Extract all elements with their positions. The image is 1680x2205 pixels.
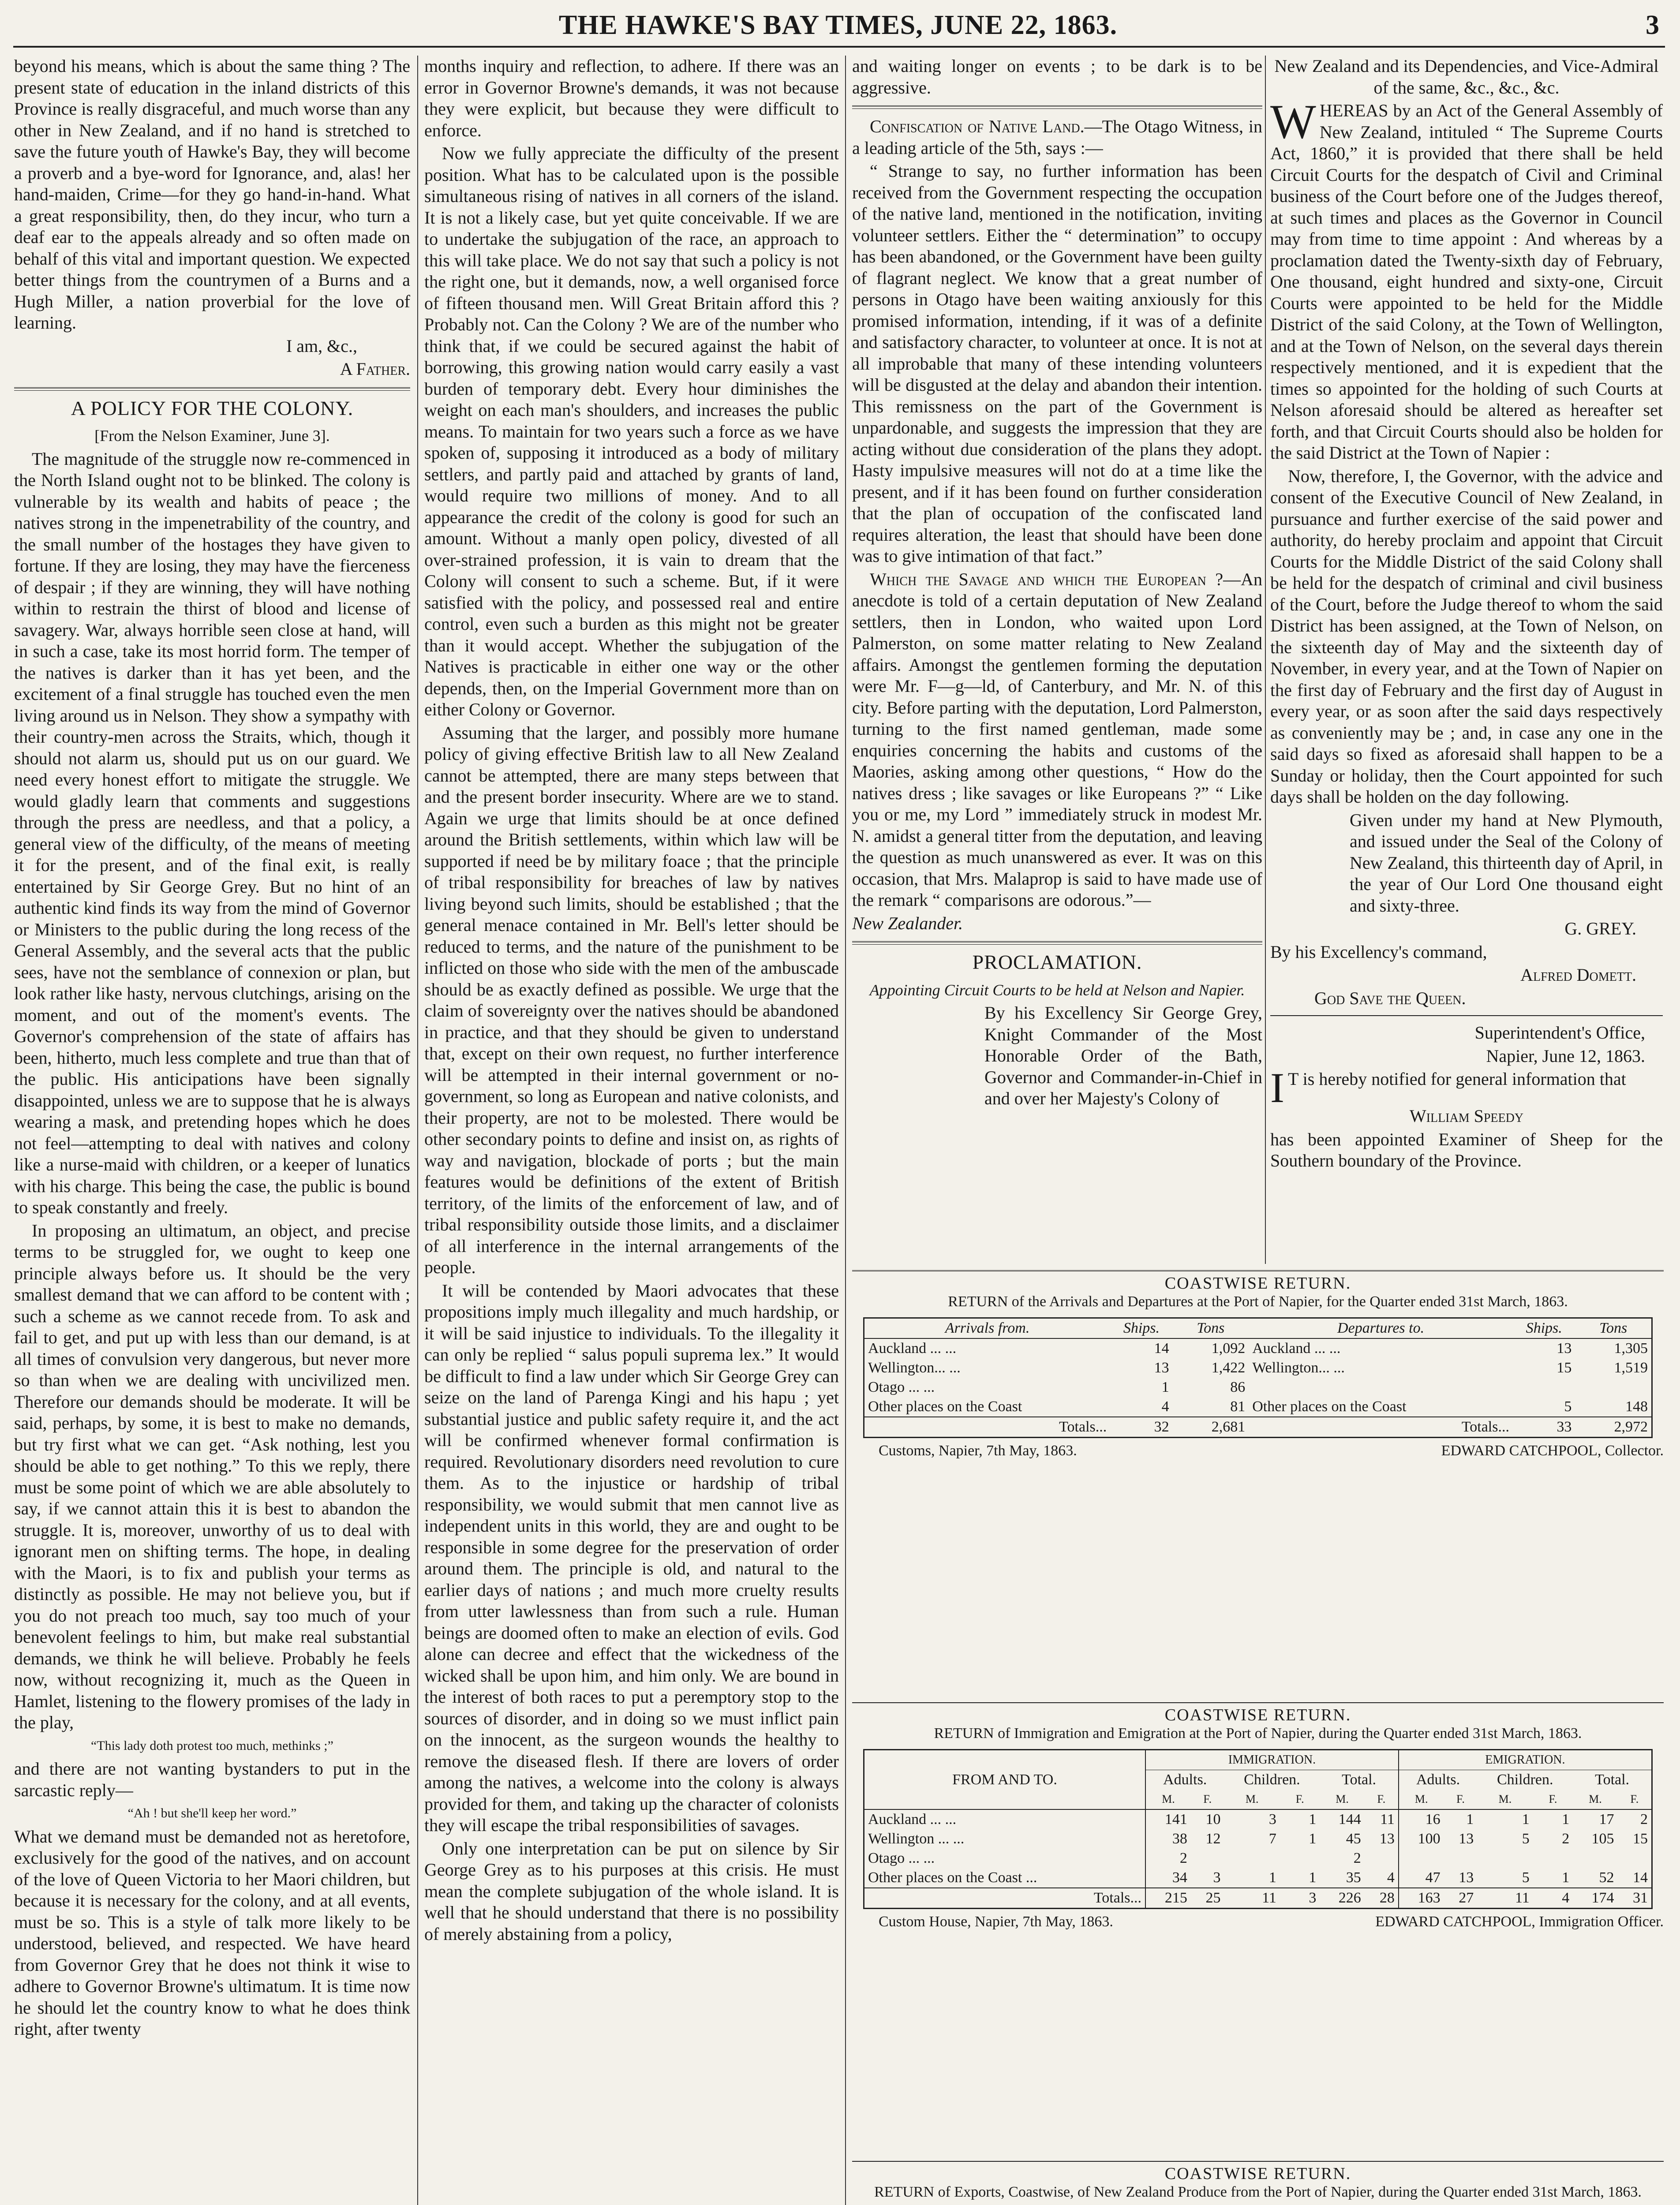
notice-name: William Speedy	[1409, 1106, 1524, 1126]
table-cell: 28	[1365, 1888, 1399, 1909]
article-paragraph: Only one interpretation can be put on silence by Sir George Grey as to his purposes at this crisis. He must mean the complete subjugation of the whole island. It is well that he should understand that there is no possibility of merely abstaining from a policy,	[424, 1838, 839, 1944]
table-cell: 2	[1640, 1811, 1648, 1828]
table-cell: 86	[1230, 1379, 1246, 1395]
column-divider	[845, 56, 846, 2205]
table-row	[864, 1868, 1652, 1888]
proclamation-preamble-cont: New Zealand and its Dependencies, and Vice-Admiral of the same, &c., &c., &c.	[1274, 56, 1659, 97]
return-footer	[852, 1913, 1664, 1931]
table-cell: 1	[1268, 1869, 1276, 1886]
table-cell: Wellington... ...	[868, 1360, 961, 1376]
column-header: Tons	[1173, 1318, 1249, 1339]
return-subtitle: RETURN of Immigration and Emigration at the Port of Napier, during the Quarter ended 31st March, 1863.	[934, 1725, 1582, 1742]
table-cell: Wellington... ...	[1252, 1360, 1345, 1376]
table-cell: 15	[1557, 1360, 1572, 1376]
column-header: Adults.	[1416, 1771, 1460, 1788]
section-rule	[852, 1702, 1664, 1703]
return-signature: EDWARD CATCHPOOL, Collector.	[1441, 1443, 1664, 1459]
proclamation-subtitle: Appointing Circuit Courts to be held at Nelson and Napier.	[869, 981, 1245, 999]
drop-cap: W	[1270, 95, 1316, 149]
section-rule	[852, 105, 1262, 109]
table-cell: Wellington ... ...	[864, 1829, 1146, 1849]
table-cell: 32	[1154, 1419, 1169, 1435]
table-header-row	[864, 1750, 1652, 1770]
column-header: Children.	[1497, 1771, 1553, 1788]
news-item-intro: —The Otago Witness, in a leading article of the 5th, says :—	[852, 116, 1262, 158]
table-cell: 2,681	[1211, 1419, 1246, 1435]
article-quote: “Ah ! but she'll keep her word.”	[127, 1806, 297, 1820]
table-cell	[1573, 1849, 1617, 1868]
table-total-row	[864, 1888, 1652, 1909]
section-rule	[1270, 1015, 1663, 1016]
proclamation-command: By his Excellency's command,	[1270, 942, 1487, 962]
table-cell: 100	[1418, 1831, 1441, 1847]
return-place-date: Customs, Napier, 7th May, 1863.	[879, 1443, 1077, 1459]
table-cell: 14	[1633, 1869, 1648, 1886]
table-cell	[1249, 1378, 1513, 1397]
column-4	[1270, 56, 1663, 1264]
table-cell	[1618, 1849, 1652, 1868]
section-rule	[852, 941, 1262, 945]
article-paragraph: It will be contended by Maori advocates that these propositions imply much illegality and much hardship, or it will be said injustice to individuals. To the illegality it can only be replied “ salus populi suprema lex.” It would be difficult to find a law under which Sir George Grey can seize on the land of Parenga Kingi and his hapu ; yet substantial justice and public safety require it, and the act will be confirmed whenever formal confirmation is required. Revolutionary disorders need revolution to cure them. As to the injustice or hardship of tribal responsibility, we would submit that men cannot live as independent units in this world, they are and ought to be responsible in some degree for the preservation of order around them. The principle is old, and natural to the earlier days of nations ; and much more cruelty results from utter lawlessness than from such a rule. Human beings are doomed often to make an election of evils. God alone can decree and effect that the wickedness of the wicked shall be upon him, and him only. We are bound in the interest of both races to put a peremptory stop to the sources of disorder, and in doing so we must inflict pain on the innocent, as the surgeon wounds the healthy to remove the diseased flesh. If there are lovers of order among the natives, a welcome into the colony is always provided for them, and taking up the character of colonists they will escape the tribal responsibilities of savages.	[424, 1280, 839, 1835]
column-header: Children.	[1244, 1771, 1300, 1788]
table-cell: 4	[1365, 1868, 1399, 1888]
return-place-date: Custom House, Napier, 7th May, 1863.	[879, 1913, 1113, 1930]
news-item-body: —An anecdote is told of a certain deputation of New Zealand settlers, then in London, who waited upon Lord Palmerston, on some matter relating to New Zealand affairs. Amongst the gentlemen forming the deputation were Mr. F—g—ld, of Canterbury, and Mr. N. of this city. Before parting with the deputation, Lord Palmerston, turning to the first named gentleman, made some enquiries concerning the habits and customs of the Maories, asking among other questions, “ How do the natives dress ; like savages or like Europeans ?” “ Like you or me, my Lord ” immediately struck in modest Mr. N. amidst a general titter from the deputation, and leaving the question as much unanswered as ever. It was on this occasion, that Mrs. Malaprop is said to have made use of the remark “ comparisons are odorous.”—	[852, 569, 1262, 910]
return-footer	[852, 1442, 1664, 1460]
table-cell: Other places on the Coast ...	[864, 1868, 1146, 1888]
column-header: FROM AND TO.	[864, 1750, 1146, 1810]
return-title: COASTWISE RETURN.	[1164, 1706, 1351, 1724]
return-title: COASTWISE RETURN.	[1164, 2164, 1351, 2183]
table-cell	[1533, 1849, 1573, 1868]
column-header: Total.	[1320, 1770, 1398, 1790]
coastwise-return-immigration	[852, 1702, 1664, 1931]
table-row	[864, 1338, 1652, 1358]
table-row	[864, 1849, 1652, 1868]
arrivals-table	[863, 1317, 1653, 1438]
table-cell	[1191, 1849, 1224, 1868]
article-source: [From the Nelson Examiner, June 3].	[94, 427, 330, 445]
news-item-heading: Which the Savage and which the European ?	[870, 569, 1224, 589]
proclamation-given: Given under my hand at New Plymouth, and issued under the Seal of the Colony of New Zealand, this thirteenth day of April, in the year of Our Lord One thousand eight and sixty-three.	[1350, 810, 1663, 916]
table-cell: 14	[1154, 1340, 1169, 1357]
return-title: COASTWISE RETURN.	[1164, 1274, 1351, 1293]
mf-header: F.	[1456, 1793, 1465, 1805]
mf-header: F.	[1203, 1793, 1212, 1805]
table-cell: 3	[1268, 1811, 1276, 1828]
proclamation-heading: PROCLAMATION.	[972, 951, 1142, 973]
table-cell: 47	[1425, 1869, 1441, 1886]
mf-header: M.	[1589, 1793, 1602, 1805]
news-item-body: “ Strange to say, no further information has been received from the Government respecting the occupation of the native land, mentioned in the notification, inviting volunteer settlers. Either the “ determination” to occupy has been abandoned, or the Government have been guilty of flagrant neglect. We know that a great number of persons in Otago have been waiting anxiously for this promised information, intending, if it was of a definite and satisfactory character, to volunteer at once. It is not at all improbable that many of these intending volunteers will be disgusted at the delay and abandon their intention. This remissness on the part of the Government is unpardonable, and suggests the impression that they are acting without due consideration of the plans they adopt. Hasty impulsive measures will not do at a time like the present, and if it has been found on further consideration that the plan of occupation of the confiscated land requires alteration, the least that should have been done was to give intimation of that fact.”	[852, 161, 1262, 566]
table-cell: Totals...	[1059, 1419, 1107, 1435]
proclamation-signature: G. GREY.	[1564, 919, 1636, 938]
table-cell: 31	[1633, 1890, 1648, 1906]
table-cell	[1575, 1378, 1652, 1397]
table-cell: 1,519	[1614, 1360, 1648, 1376]
table-row	[864, 1829, 1652, 1849]
column-3	[852, 56, 1262, 1264]
article-paragraph: Now we fully appreciate the difficulty of the present position. What has to be calculated upon is the possible simultaneous rising of natives in all corners of the island. It is not a likely case, but yet quite conceivable. If we are to undertake the subjugation of the race, an approach to this will take place. We do not say that such a policy is not the right one, but it demands, now, a well organised force of fifteen thousand men. Will Great Britain afford this ? Probably not. Can the Colony ? We are of the number who think that, if we could be secured against the habit of borrowing, this growing nation would carry easily a vast burden of temporary debt. Every hour diminishes the weight on each man's shoulders, and increases the public means. To maintain for two years such a force as we have spoken of, supposing it introduced as a body of military settlers, and partly paid and attached by grants of land, would require two millions of money. And to all appearance the credit of the colony is good for such an amount. Without a manly open policy, divested of all over-strained profession, it is vain to dream that the Colony will consent to such a scheme. But, if it were satisfied with the policy, and possessed real and entire control, even such a burden as this might not be greater than it would accept. Whether the subjugation of the Natives is practicable in either one way or the other depends, then, on the Imperial Government more than on either Colony or Governor.	[424, 143, 839, 719]
page-number: 3	[1646, 10, 1659, 40]
table-cell: 1	[1562, 1869, 1570, 1886]
proclamation-text: Now, therefore, I, the Governor, with the advice and consent of the Executive Council of New Zealand, in pursuance and further exercise of the said power and authority, do hereby proclaim and appoint that Circuit Courts for the Middle District of the said Colony shall be held for the despatch of criminal and civil business of the Court, before the Judge thereof to whom the said District has been assigned, at the Town of Nelson, on the sixteenth day of May and the sixteenth day of November, in every year, and at the Town of Napier on the first day of February and the first day of August in every year, or as soon after the said days respectively as conveniently may be ; and, in case any one in the said days so fixed as aforesaid shall happen to be a Sunday or holiday, then the Court appointed for such days shall be holden on the day following.	[1270, 466, 1663, 807]
table-cell: 13	[1154, 1360, 1169, 1376]
drop-cap: I	[1270, 1064, 1284, 1111]
table-cell: 11	[1365, 1809, 1399, 1829]
column-header: Adults.	[1163, 1771, 1207, 1788]
table-cell: Auckland ... ...	[1252, 1340, 1341, 1357]
table-row	[864, 1809, 1652, 1829]
proclamation-preamble: By his Excellency Sir George Grey, Knight Commander of the Most Honorable Order of the Bath, Governor and Commander-in-Chief in and over her Majesty's Colony of	[984, 1003, 1262, 1108]
table-cell: 1,422	[1211, 1360, 1246, 1376]
column-header: Total.	[1595, 1771, 1630, 1788]
table-row	[864, 1378, 1652, 1397]
table-cell: 1,305	[1614, 1340, 1648, 1357]
article-paragraph: and waiting longer on events ; to be dark is to be aggressive.	[852, 56, 1262, 97]
immigration-table	[863, 1749, 1653, 1909]
letter-signoff: I am, &c.,	[286, 336, 357, 356]
table-cell: 2,972	[1614, 1419, 1648, 1435]
table-cell: 148	[1625, 1398, 1648, 1415]
table-cell: Auckland ... ...	[864, 1809, 1146, 1829]
mf-header: M.	[1414, 1793, 1428, 1805]
table-cell: 27	[1459, 1890, 1474, 1906]
table-cell: 7	[1268, 1831, 1276, 1847]
table-cell: 10	[1205, 1811, 1221, 1828]
table-cell: Other places on the Coast	[1252, 1398, 1407, 1415]
return-subtitle: RETURN of the Arrivals and Departures at the Port of Napier, for the Quarter ended 31st March, 1863.	[948, 1293, 1568, 1310]
mf-header: M.	[1498, 1793, 1512, 1805]
return-subtitle: RETURN of Exports, Coastwise, of New Zealand Produce from the Port of Napier, during the Quarter ended 31st March, 1863.	[874, 2184, 1642, 2200]
table-cell: 11	[1515, 1890, 1530, 1906]
table-cell: 3	[1309, 1890, 1317, 1906]
table-cell: 2	[1562, 1831, 1570, 1847]
coastwise-return-arrivals	[852, 1270, 1664, 1460]
masthead-title: THE HAWKE'S BAY TIMES, JUNE 22, 1863.	[558, 10, 1118, 40]
table-cell: 17	[1599, 1811, 1614, 1828]
table-cell: 1	[1522, 1811, 1530, 1828]
table-cell: 11	[1262, 1890, 1276, 1906]
table-cell	[1399, 1849, 1444, 1868]
table-cell: 13	[1459, 1869, 1474, 1886]
table-cell: 1	[1309, 1831, 1317, 1847]
table-row	[864, 1358, 1652, 1378]
coastwise-return-exports	[852, 2161, 1664, 2205]
table-cell: 15	[1633, 1831, 1648, 1847]
table-cell	[1224, 1849, 1280, 1868]
table-cell: Totals...	[1461, 1419, 1509, 1435]
proclamation-countersign: Alfred Domett.	[1520, 965, 1636, 985]
table-cell: 1	[1466, 1811, 1474, 1828]
table-cell: Other places on the Coast	[868, 1398, 1022, 1415]
column-divider	[417, 56, 418, 2205]
table-cell: Otago ... ...	[868, 1379, 935, 1395]
table-cell: 1	[1562, 1811, 1570, 1828]
article-quote: “This lady doth protest too much, methinks ;”	[91, 1738, 333, 1753]
table-cell: 33	[1557, 1419, 1572, 1435]
table-cell: 1,092	[1211, 1340, 1246, 1357]
article-paragraph: In proposing an ultimatum, an object, and precise terms to be struggled for, we ought to keep one principle always before us. It should be the very smallest demand that we can afford to be content with ; such a scheme as we cannot recede from. To ask and fail to get, and put up with less than our demand, is at all times of convulsion very dangerous, but never more so than when we are dealing with uncivilized men. Therefore our demands should be moderate. It will be said, perhaps, by some, it is best to make no demands, but try first what we can get. “Ask nothing, lest you should be able to get nothing.” To this we reply, there must be some point of which we are able absolutely to say, if we cannot attain this it is best to abandon the struggle. It is, moreover, unworthy of us to deal with ignorant men on shifting terms. The hope, in dealing with the Maori, is to fix and publish your terms as distinctly as possible. He may not believe you, but if you do not preach too much, say too much of your benevolent feelings to him, but make real substantial demands, we think he will believe. Probably he feels now, without recognizing it, much as the Queen in Hamlet, listening to the flowery promises of the lady in the play,	[14, 1220, 410, 1732]
mf-header: F.	[1549, 1793, 1557, 1805]
mf-header: F.	[1365, 1790, 1399, 1809]
table-cell: 4	[1562, 1890, 1570, 1906]
table-cell: 1	[1309, 1811, 1317, 1828]
masthead-rule	[13, 46, 1665, 48]
table-cell: Totals...	[864, 1888, 1146, 1909]
table-cell: 2	[1353, 1850, 1361, 1866]
mf-header: M.	[1336, 1793, 1349, 1805]
table-cell: 3	[1213, 1869, 1221, 1886]
article-paragraph: Assuming that the larger, and possibly more humane policy of giving effective British law to all New Zealand cannot be attempted, there are many steps between that and the present border insecurity. Where are we to stand. Again we urge that limits should be at once defined around the British settlements, within which law will be supported if need be by military foace ; that the principle of tribal responsibility for breaches of law by natives living beyond such limits, should be established ; that the general menace contained in Mr. Bell's letter should be reduced to terms, and the nature of the punishment to be inflicted on those who side with the men of the ambuscade should be as exactly defined as possible. We urge that the claim of sovereignty over the natives should be abandoned in practice, and that they should be given to understand that, except on their own request, no further interference will be attempted in their internal government or no-government, so long as European and native colonists, and their property, are not to be molested. There would be other secondary points to define and insist on, as rights of way and navigation, blockade of ports ; but the main features would be definitions of the extent of British territory, of the limits of the enforcement of law, and of tribal responsibility outside those limits, and a disclaimer of all interference in the internal arrangements of the people.	[424, 722, 839, 1277]
table-cell: Otago ... ...	[864, 1849, 1146, 1868]
table-cell	[1513, 1378, 1575, 1397]
table-cell: 81	[1230, 1398, 1246, 1415]
column-1	[14, 56, 410, 2205]
table-header-row	[864, 1318, 1652, 1339]
letter-signature: A Father.	[340, 359, 410, 379]
mf-header: M.	[1245, 1793, 1259, 1805]
table-cell	[1444, 1849, 1478, 1868]
table-cell: 25	[1205, 1890, 1221, 1906]
table-cell: Auckland ... ...	[868, 1340, 957, 1357]
article-heading: A POLICY FOR THE COLONY.	[71, 396, 354, 419]
article-paragraph: What we demand must be demanded not as heretofore, exclusively for the good of the natives, and on account of the love of Queen Victoria to her Maori children, but because it is necessary for the colony, and at all events, must be so. This is a style of talk more likely to be understood, believed, and respected. We have heard from Governor Grey that he does not think it wise to adhere to Governor Browne's ultimatum. It is time now he should let the country know to what he does think right, after twenty	[14, 1826, 410, 2039]
table-cell: 13	[1365, 1829, 1399, 1849]
table-cell: 34	[1172, 1869, 1187, 1886]
notice-date: Napier, June 12, 1863.	[1486, 1046, 1645, 1066]
table-cell: 45	[1346, 1831, 1361, 1847]
table-cell: 13	[1557, 1340, 1572, 1357]
god-save-the-queen: God Save the Queen.	[1314, 988, 1466, 1008]
column-header: Ships.	[1513, 1318, 1575, 1339]
column-2	[424, 56, 839, 2205]
table-cell: 1	[1161, 1379, 1169, 1395]
proclamation-whereas	[1270, 95, 1663, 464]
table-cell: 16	[1425, 1811, 1441, 1828]
article-paragraph: The magnitude of the struggle now re-commenced in the North Island ought not to be blinked. The colony is vulnerable by its wealth and habits of peace ; the natives strong in the impenetrability of the country, and the small number of the hostages they have given to fortune. If they are losing, they may have the fierceness of despair ; if they are winning, they will have nothing within to restrain the thirst of blood and license of savagery. War, always horrible seen close at hand, will in such a case, take its most horrid form. The temper of the natives is darker than it has yet been, and the excitement of a final struggle has touched even the men living around us in Nelson. They show a sympathy with their country-men across the Straits, which, though it should not alarm us, should put us on our guard. We need every honest effort to mitigate the struggle. We would gladly learn that comments and suggestions through the press are needless, and that a policy, a general view of the difficulty, of the means of meeting it for the present, and of the final exit, is really entertained by Sir George Grey. But no hint of an authentic kind finds its way from the mind of Governor or Ministers to the public during the long recess of the General Assembly, and the several acts that the public sees, have not the semblance of connexion or plan, but look rather like hasty, nervous clutchings, arising on the moment, and out of the moment's events. The Governor's comprehension of the state of affairs has been, hitherto, much less complete and true than that of the public. His anticipations have been signally disappointed, unless we are to suppose that he is always wearing a mask, and pretending hopes which he does not feel—attempting to deal with natives and colony like a nurse-maid with children, or a keeper of lunatics with his charge. This being the case, the public is bound to speak constantly and freely.	[14, 448, 410, 1217]
column-divider	[1265, 56, 1266, 1264]
notice-intro: T is hereby notified for general information that	[1287, 1069, 1626, 1089]
notice-appointment: has been appointed Examiner of Sheep for the Southern boundary of the Province.	[1270, 1129, 1663, 1170]
article-paragraph: months inquiry and reflection, to adhere. If there was an error in Governor Browne's demands, it was not because they were explicit, but because they were difficult to enforce.	[424, 56, 839, 140]
table-total-row	[864, 1417, 1652, 1438]
letter-text: beyond his means, which is about the same thing ? The present state of education in the inland districts of this Province is really disgraceful, and much worse than any other in New Zealand, and if no hand is stretched to save the future youth of Hawke's Bay, they will become a proverb and a bye-word for Ignorance, and, alas! her hand-maiden, Crime—for they go hand-in-hand. What a great responsibility, then, do they incur, who turn a deaf ear to the appeals already and so often made on behalf of this vital and important question. We expected better things from the countrymen of a Burns and a Hugh Miller, a nation proverbial for the love of learning.	[14, 56, 410, 333]
column-header: Arrivals from.	[864, 1318, 1111, 1339]
table-cell: 141	[1164, 1811, 1187, 1828]
table-cell: 105	[1591, 1831, 1614, 1847]
group-header: IMMIGRATION.	[1145, 1750, 1399, 1770]
table-cell: 163	[1418, 1890, 1441, 1906]
table-cell: 174	[1591, 1890, 1614, 1906]
mf-header: M.	[1162, 1793, 1175, 1805]
table-cell: 52	[1599, 1869, 1614, 1886]
section-rule	[14, 387, 410, 391]
notice-text	[1270, 1064, 1663, 1111]
column-header: Departures to.	[1249, 1318, 1513, 1339]
section-rule	[852, 1270, 1664, 1271]
table-cell	[1477, 1849, 1533, 1868]
table-cell: 38	[1172, 1831, 1187, 1847]
table-cell: 12	[1205, 1831, 1221, 1847]
news-item	[852, 116, 1262, 159]
table-cell: 1	[1309, 1869, 1317, 1886]
news-item-heading: Confiscation of Native Land.	[870, 116, 1085, 136]
proclamation-text: HEREAS by an Act of the General Assembly of New Zealand, intituled “ The Supreme Courts Act, 1860,” it is provided that there shall be held Circuit Courts for the despatch of Civil and Criminal business of the Court before one of the Judges thereof, at such times and places as the Governor in Council may from time to time appoint : And whereas by a proclamation dated the Twenty-sixth day of February, One thousand, eight hundred and sixty-one, Circuit Courts were appointed to be held for the Middle District of the said Colony, at the Town of Wellington, and at the Town of Nelson, on the several days therein respectively mentioned, and it is expedient that the times so appointed for the holding of such Courts at Nelson aforesaid should be altered as hereafter set forth, and that Circuit Courts should also be holden for the said District at the Town of Napier :	[1270, 101, 1663, 463]
table-cell: 2	[1179, 1850, 1187, 1866]
masthead	[13, 10, 1663, 45]
table-cell: 4	[1161, 1398, 1169, 1415]
table-row	[864, 1397, 1652, 1417]
table-cell	[1280, 1849, 1320, 1868]
table-cell: 5	[1522, 1831, 1530, 1847]
article-paragraph: and there are not wanting bystanders to put in the sarcastic reply—	[14, 1759, 410, 1800]
table-cell: 35	[1346, 1869, 1361, 1886]
group-header: EMIGRATION.	[1399, 1750, 1652, 1770]
column-header: Ships.	[1110, 1318, 1172, 1339]
table-cell	[1365, 1849, 1399, 1868]
mf-header: F.	[1295, 1793, 1304, 1805]
notice-office: Superintendent's Office,	[1474, 1023, 1645, 1043]
table-cell: 5	[1564, 1398, 1572, 1415]
table-cell: 226	[1338, 1890, 1361, 1906]
news-item-source: New Zealander.	[852, 913, 963, 933]
news-item	[852, 569, 1262, 911]
table-cell: 5	[1522, 1869, 1530, 1886]
table-cell: 144	[1338, 1811, 1361, 1828]
mf-header: F.	[1630, 1793, 1639, 1805]
section-rule	[852, 2161, 1664, 2162]
table-cell: 13	[1459, 1831, 1474, 1847]
return-signature: EDWARD CATCHPOOL, Immigration Officer.	[1375, 1913, 1664, 1930]
column-header: Tons	[1575, 1318, 1652, 1339]
table-cell: 215	[1164, 1890, 1187, 1906]
